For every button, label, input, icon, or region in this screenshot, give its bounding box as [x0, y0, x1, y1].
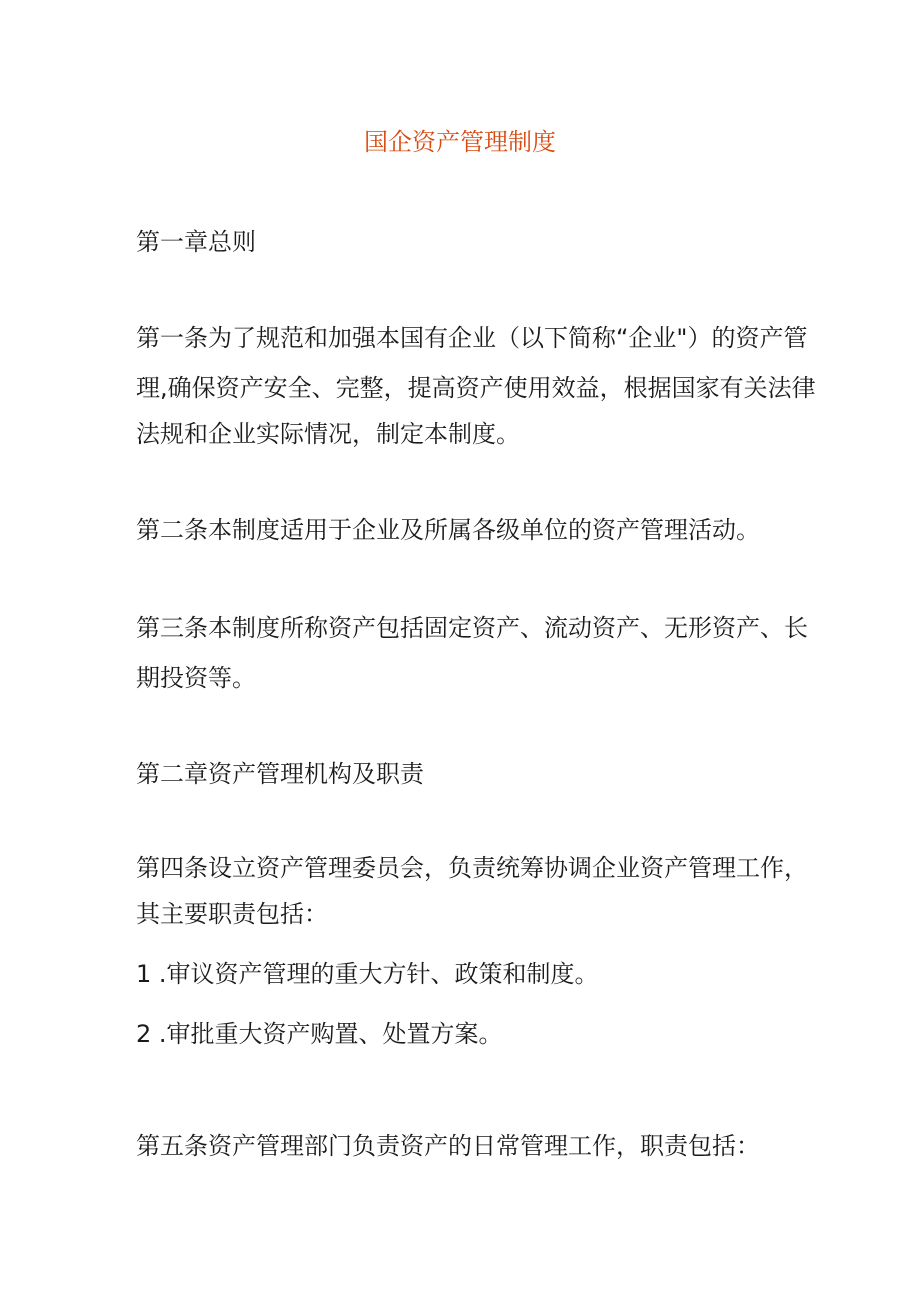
article-1-line-2: 理,确保资产安全、完整，提高资产使用效益，根据国家有关法律	[136, 374, 816, 402]
chapter-2-heading: 第二章资产管理机构及职责	[136, 760, 424, 788]
article-2: 第二条本制度适用于企业及所属各级单位的资产管理活动。	[136, 516, 760, 544]
article-1-line-1: 第一条为了规范和加强本国有企业（以下简称“企业"）的资产管	[136, 324, 808, 352]
article-1-line-3: 法规和企业实际情况，制定本制度。	[136, 420, 520, 448]
article-4-line-2: 其主要职责包括：	[136, 900, 328, 928]
article-3-line-1: 第三条本制度所称资产包括固定资产、流动资产、无形资产、长	[136, 614, 808, 642]
article-4-line-1: 第四条设立资产管理委员会，负责统筹协调企业资产管理工作，	[136, 854, 808, 882]
article-5: 第五条资产管理部门负责资产的日常管理工作，职责包括：	[136, 1132, 760, 1160]
list-item-1: 1 .审议资产管理的重大方针、政策和制度。	[136, 960, 599, 988]
article-3-line-2: 期投资等。	[136, 664, 256, 692]
list-item-2: 2 .审批重大资产购置、处置方案。	[136, 1020, 503, 1048]
document-title: 国企资产管理制度	[364, 128, 556, 156]
chapter-1-heading: 第一章总则	[136, 228, 256, 256]
